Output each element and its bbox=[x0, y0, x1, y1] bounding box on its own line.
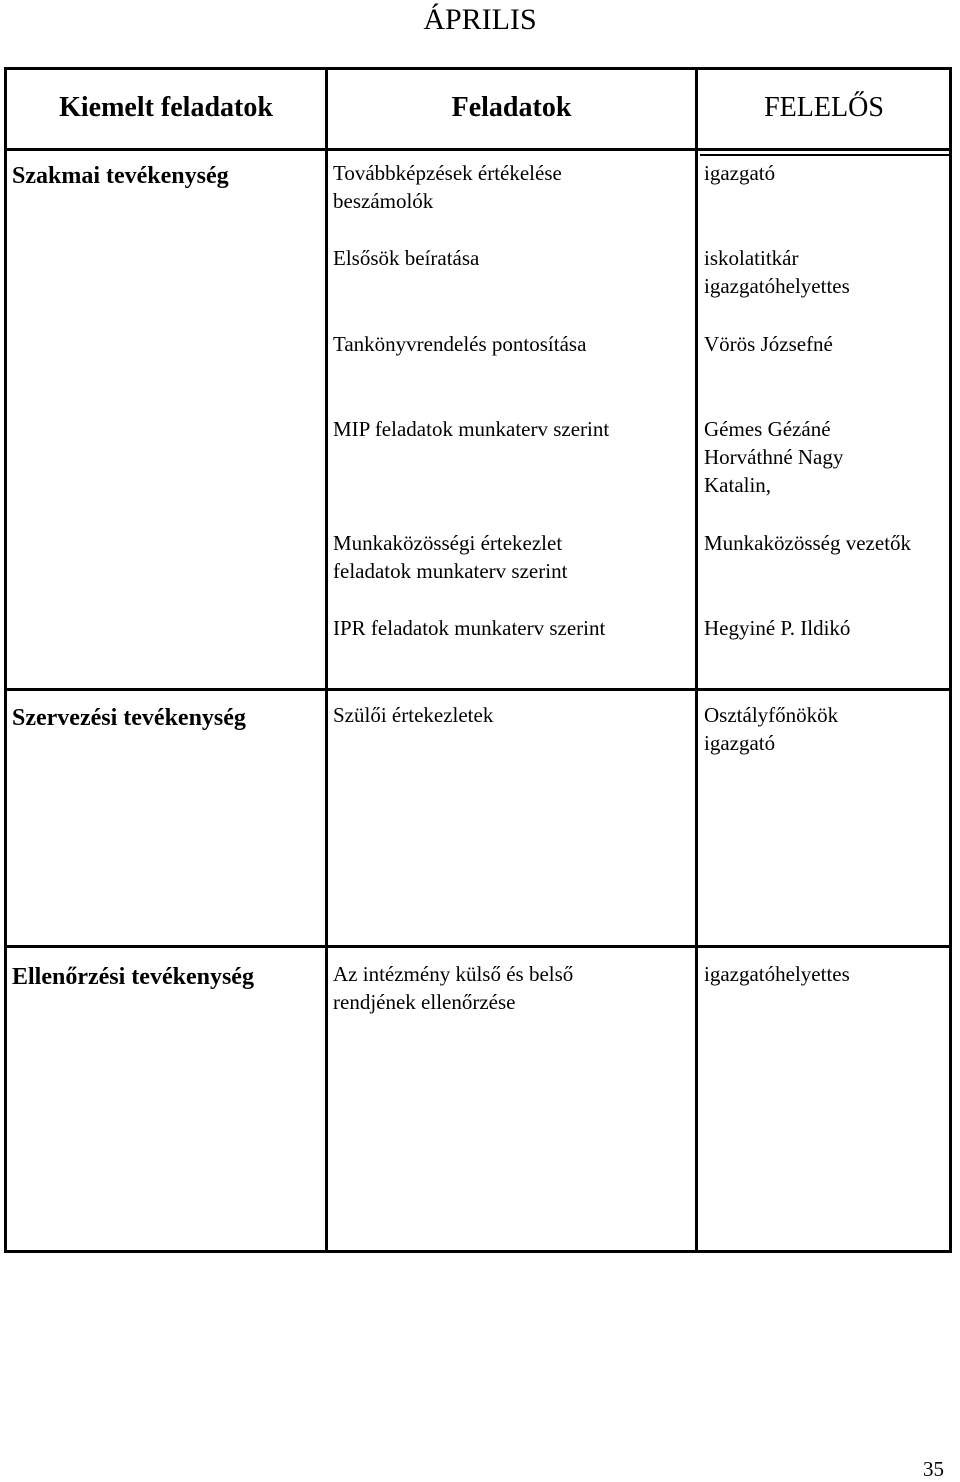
task-line: MIP feladatok munkaterv szerint bbox=[333, 417, 610, 441]
header-divider bbox=[4, 148, 952, 151]
task-line: IPR feladatok munkaterv szerint bbox=[333, 616, 606, 640]
responsible-item bbox=[704, 330, 954, 358]
responsible-line: Vörös Józsefné bbox=[704, 332, 833, 356]
task-line: Tankönyvrendelés pontosítása bbox=[333, 332, 587, 356]
task-line: Elsősök beíratása bbox=[333, 246, 480, 270]
responsible-line: Munkaközösség vezetők bbox=[704, 531, 912, 555]
task-item bbox=[333, 701, 688, 729]
header-divider-accent bbox=[700, 154, 950, 156]
header-feladatok: Feladatok bbox=[451, 92, 572, 123]
task-item bbox=[333, 244, 688, 272]
responsible-line: Osztályfőnökök bbox=[704, 703, 839, 727]
responsible-line: Horváthné Nagy bbox=[704, 445, 844, 469]
task-line: rendjének ellenőrzése bbox=[333, 990, 516, 1014]
responsible-line: igazgatóhelyettes bbox=[704, 962, 850, 986]
responsible-item bbox=[704, 159, 954, 187]
page-title: ÁPRILIS bbox=[423, 3, 537, 36]
page-number: 35 bbox=[923, 1457, 944, 1481]
category-szervezesi: Szervezési tevékenység bbox=[12, 705, 246, 731]
task-line: Továbbképzések értékelése bbox=[333, 161, 562, 185]
task-item bbox=[333, 960, 688, 1016]
responsible-line: iskolatitkár bbox=[704, 246, 799, 270]
responsible-item bbox=[704, 529, 954, 557]
task-item bbox=[333, 330, 688, 358]
task-item bbox=[333, 159, 688, 215]
task-line: feladatok munkaterv szerint bbox=[333, 559, 568, 583]
task-line: Szülői értekezletek bbox=[333, 703, 494, 727]
header-felelos: FELELŐS bbox=[764, 92, 884, 123]
responsible-line: igazgató bbox=[704, 731, 776, 755]
task-line: Az intézmény külső és belső bbox=[333, 962, 574, 986]
responsible-item bbox=[704, 415, 954, 499]
row-divider bbox=[4, 688, 952, 691]
task-item bbox=[333, 529, 688, 585]
header-kiemelt-feladatok: Kiemelt feladatok bbox=[59, 92, 273, 123]
responsible-line: Gémes Gézáné bbox=[704, 417, 831, 441]
responsible-item bbox=[704, 244, 954, 300]
responsible-item bbox=[704, 701, 954, 757]
column-divider bbox=[695, 67, 698, 1253]
row-divider bbox=[4, 945, 952, 948]
column-divider bbox=[325, 67, 328, 1253]
responsible-item bbox=[704, 960, 954, 988]
responsible-item bbox=[704, 614, 954, 642]
category-ellenorzesi: Ellenőrzési tevékenység bbox=[12, 964, 254, 990]
responsible-line: Katalin, bbox=[704, 473, 772, 497]
responsible-line: igazgató bbox=[704, 161, 776, 185]
responsible-line: Hegyiné P. Ildikó bbox=[704, 616, 851, 640]
task-line: beszámolók bbox=[333, 189, 434, 213]
task-item bbox=[333, 415, 688, 443]
responsible-line: igazgatóhelyettes bbox=[704, 274, 850, 298]
task-item bbox=[333, 614, 688, 642]
category-szakmai: Szakmai tevékenység bbox=[12, 163, 229, 189]
task-line: Munkaközösségi értekezlet bbox=[333, 531, 563, 555]
